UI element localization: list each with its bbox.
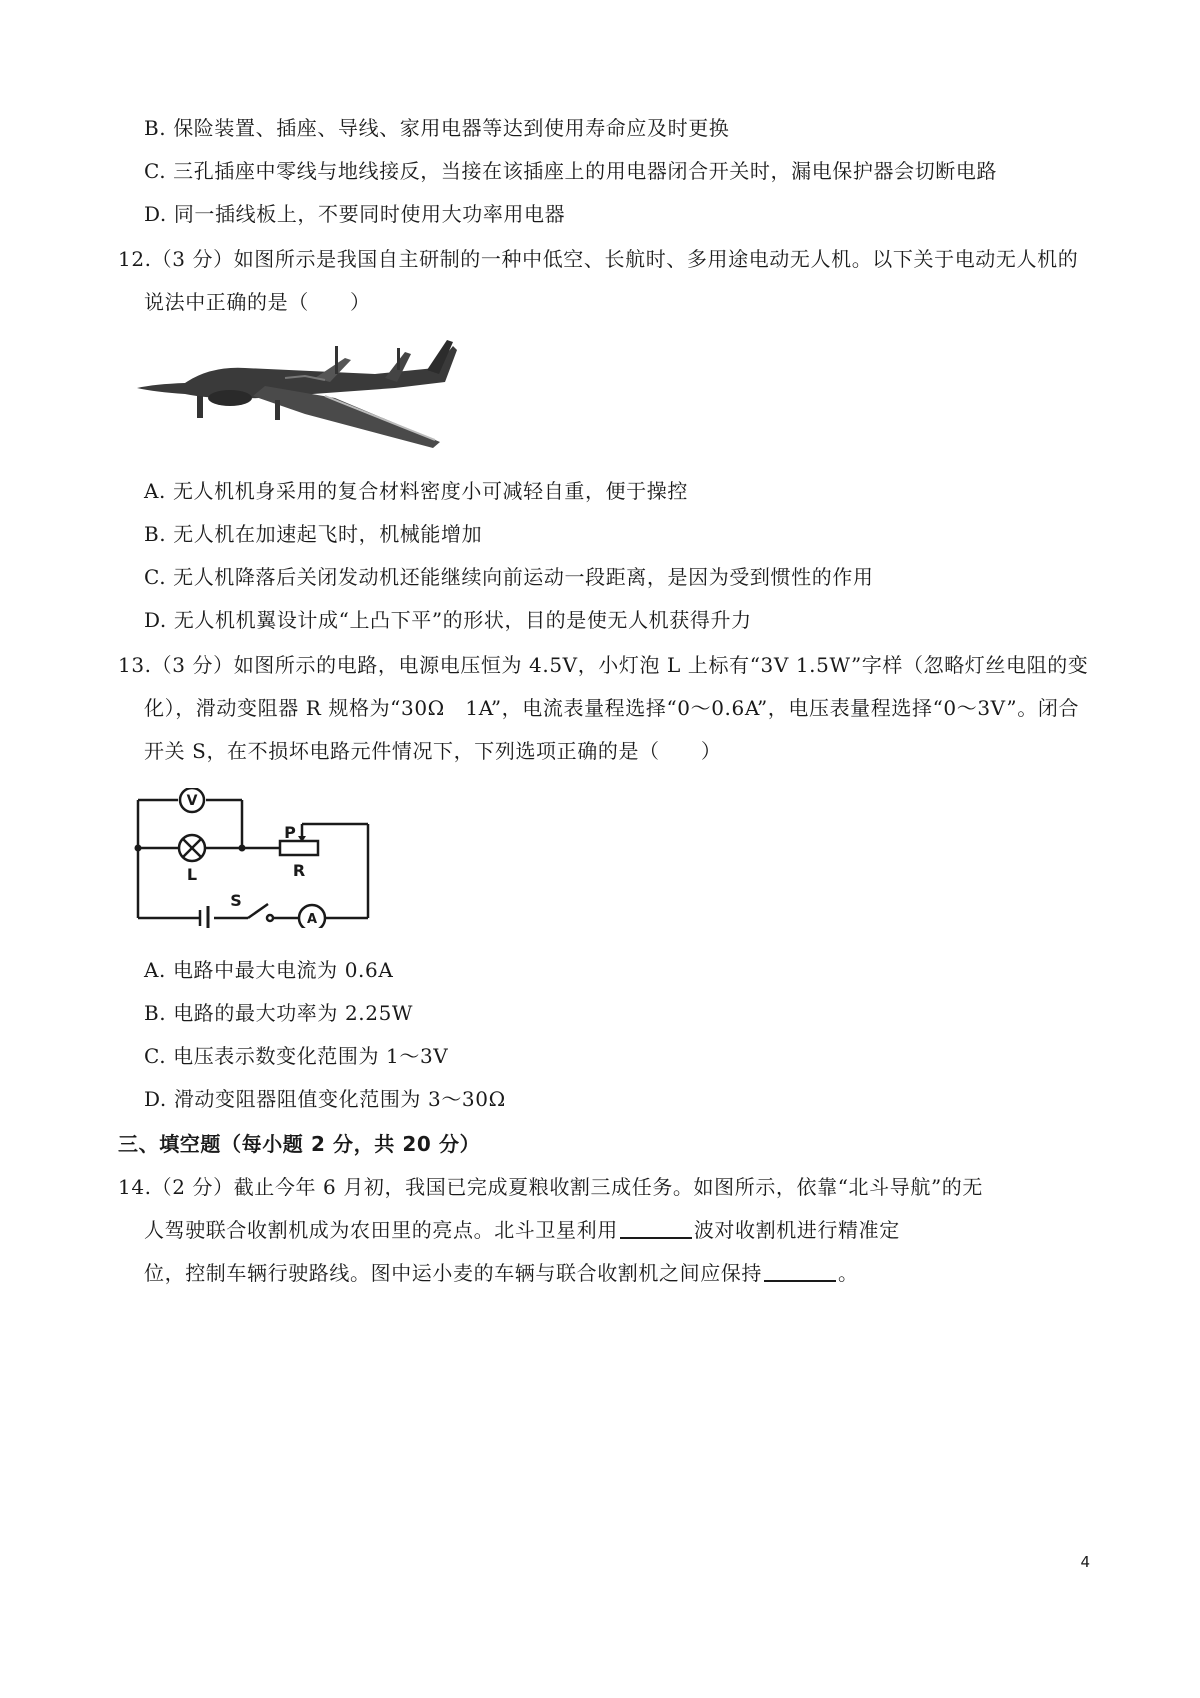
slider-label: P [284, 823, 296, 842]
q14-line2-text-before: 人驾驶联合收割机成为农田里的亮点。北斗卫星利用 [144, 1218, 618, 1242]
page-number: 4 [1080, 1553, 1090, 1571]
q13-option-b: B. 电路的最大功率为 2.25W [144, 1001, 414, 1025]
q13-option-a: A. 电路中最大电流为 0.6A [144, 958, 394, 982]
q12-option-d: D. 无人机机翼设计成“上凸下平”的形状，目的是使无人机获得升力 [144, 608, 752, 632]
q13-option-d: D. 滑动变阻器阻值变化范围为 3～30Ω [144, 1087, 506, 1111]
q14-line1: 14.（2 分）截止今年 6 月初，我国已完成夏粮收割三成任务。如图所示，依靠“北斗导航”的无 [118, 1175, 983, 1199]
q12-option-b: B. 无人机在加速起飞时，机械能增加 [144, 522, 483, 546]
q13-stem-line2: 化），滑动变阻器 R 规格为“30Ω 1A”，电流表量程选择“0～0.6A”，电压表量程选择“0～3V”。闭合 [144, 696, 1080, 720]
voltmeter-label: V [186, 793, 198, 809]
q14-blank-1[interactable] [620, 1217, 692, 1239]
q14-line2 [144, 1216, 900, 1244]
q11-option-c: C. 三孔插座中零线与地线接反，当接在该插座上的用电器闭合开关时，漏电保护器会切断电路 [144, 159, 998, 183]
switch-label: S [230, 891, 242, 910]
q12-stem-line1: 12.（3 分）如图所示是我国自主研制的一种中低空、长航时、多用途电动无人机。以下关于电动无人机的 [118, 247, 1079, 271]
q12-stem-line2: 说法中正确的是（ ） [144, 290, 371, 314]
q13-stem-line1: 13.（3 分）如图所示的电路，电源电压恒为 4.5V，小灯泡 L 上标有“3V 1.5W”字样（忽略灯丝电阻的变 [118, 653, 1089, 677]
drone-image [135, 338, 465, 458]
q11-option-d: D. 同一插线板上，不要同时使用大功率用电器 [144, 202, 566, 226]
q14-line3 [144, 1259, 859, 1287]
q14-blank-2[interactable] [764, 1260, 836, 1282]
ammeter-label: A [306, 912, 318, 927]
q14-line3-text-after: 。 [838, 1261, 859, 1285]
q11-option-b: B. 保险装置、插座、导线、家用电器等达到使用寿命应及时更换 [144, 116, 730, 140]
q12-option-c: C. 无人机降落后关闭发动机还能继续向前运动一段距离，是因为受到惯性的作用 [144, 565, 874, 589]
q14-line3-text-before: 位，控制车辆行驶路线。图中运小麦的车辆与联合收割机之间应保持 [144, 1261, 762, 1285]
q13-option-c: C. 电压表示数变化范围为 1～3V [144, 1044, 449, 1068]
q12-option-a: A. 无人机机身采用的复合材料密度小可减轻自重，便于操控 [144, 479, 688, 503]
rheostat-label: R [292, 861, 306, 880]
lamp-label: L [186, 865, 198, 884]
q13-stem-line3: 开关 S，在不损坏电路元件情况下，下列选项正确的是（ ） [144, 739, 722, 763]
circuit-diagram [128, 788, 388, 928]
section-heading: 三、填空题（每小题 2 分，共 20 分） [118, 1132, 481, 1156]
q14-line2-text-after: 波对收割机进行精准定 [693, 1218, 900, 1242]
